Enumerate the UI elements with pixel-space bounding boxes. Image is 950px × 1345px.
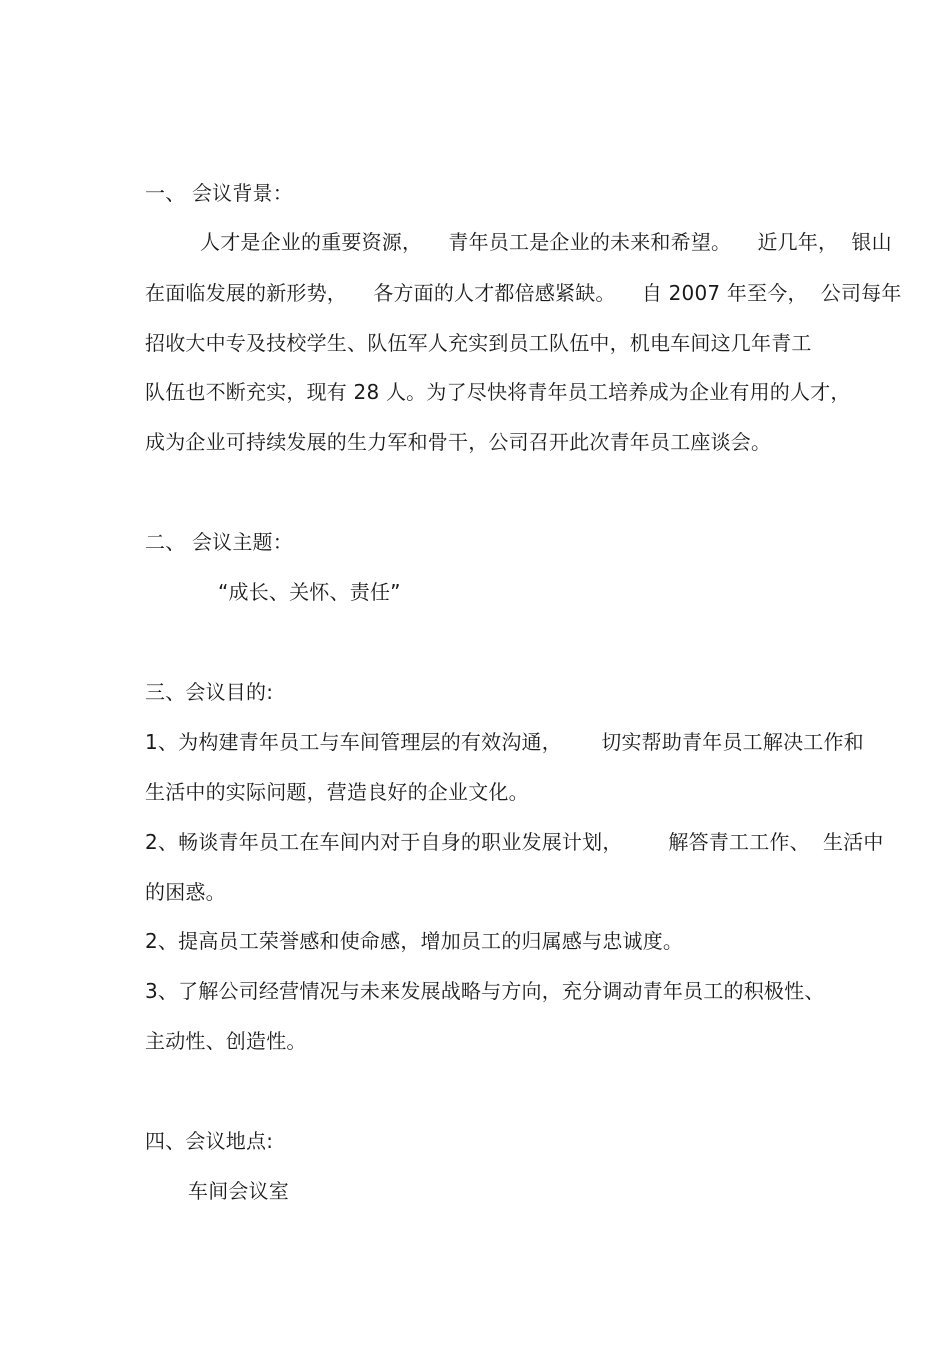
section-heading-purpose: 三、会议目的: — [145, 680, 274, 704]
paragraph-line: 成为企业可持续发展的生力军和骨干，公司召开此次青年员工座谈会。 — [145, 430, 772, 454]
section-heading-location: 四、会议地点: — [145, 1129, 274, 1153]
theme-text: “成长、关怀、责任” — [218, 580, 401, 604]
section-heading-background: 一、 会议背景： — [145, 181, 293, 205]
list-item-line: 主动性、创造性。 — [145, 1029, 307, 1053]
list-item-line: 3、了解公司经营情况与未来发展战略与方向，充分调动青年员工的积极性、 — [145, 979, 825, 1003]
paragraph-line: 招收大中专及技校学生、队伍军人充实到员工队伍中，机电车间这几年青工 — [145, 331, 812, 355]
list-item-line: 的困惑。 — [145, 880, 226, 904]
list-item-line: 2、畅谈青年员工在车间内对于自身的职业发展计划， 解答青工工作、 生活中 — [145, 830, 884, 854]
section-heading-theme: 二、 会议主题： — [145, 530, 293, 554]
location-text: 车间会议室 — [188, 1179, 289, 1203]
list-item-line: 1、为构建青年员工与车间管理层的有效沟通， 切实帮助青年员工解决工作和 — [145, 730, 864, 754]
list-item-line: 2、提高员工荣誉感和使命感，增加员工的归属感与忠诚度。 — [145, 929, 684, 953]
paragraph-line: 队伍也不断充实，现有 28 人。为了尽快将青年员工培养成为企业有用的人才， — [145, 380, 851, 404]
paragraph-line: 人才是企业的重要资源， 青年员工是企业的未来和希望。 近几年， 银山 — [200, 230, 892, 254]
list-item-line: 生活中的实际问题，营造良好的企业文化。 — [145, 780, 529, 804]
paragraph-line: 在面临发展的新形势， 各方面的人才都倍感紧缺。 自 2007 年至今， 公司每年 — [145, 281, 902, 305]
